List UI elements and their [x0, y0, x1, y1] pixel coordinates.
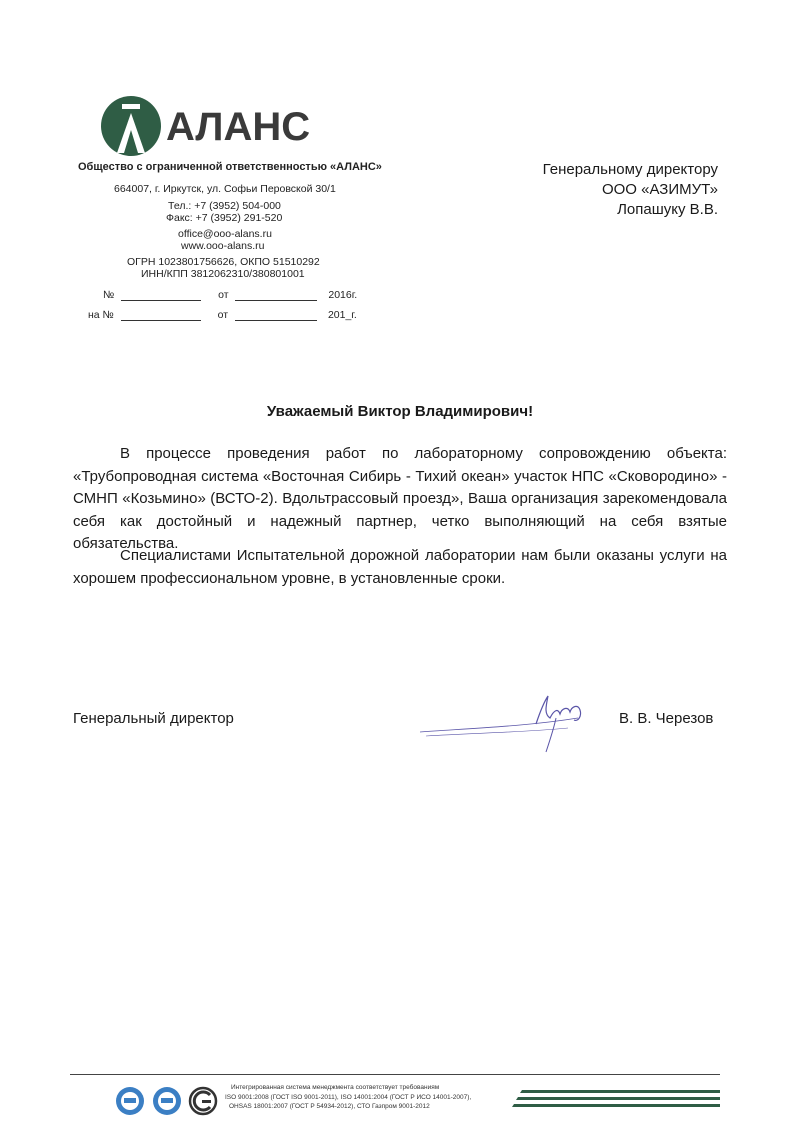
company-phone: Тел.: +7 (3952) 504-000	[168, 200, 281, 212]
company-name: Общество с ограниченной ответственностью «АЛАНС»	[78, 161, 382, 173]
ref-number-blank	[121, 310, 201, 321]
ref-number-label: №	[103, 289, 115, 301]
letter-greeting: Уважаемый Виктор Владимирович!	[266, 403, 534, 420]
footer-divider	[70, 1074, 720, 1075]
ref-date-label: от	[217, 309, 229, 321]
gazprom-certification-icon	[188, 1086, 218, 1116]
addressee-company: ООО «АЗИМУТ»	[601, 181, 718, 198]
footer-line-3: OHSAS 18001:2007 (ГОСТ Р 54934-2012), СТО Газпром 9001-2012	[229, 1103, 430, 1110]
company-fax: Факс: +7 (3952) 291-520	[166, 212, 283, 224]
footer-line-2: ISO 9001:2008 (ГОСТ ISO 9001-2011), ISO 14001:2004 (ГОСТ Р ИСО 14001-2007),	[225, 1093, 472, 1101]
footer-line-1: Интегрированная система менеджмента соответствует требованиям	[231, 1084, 440, 1091]
addressee-name: Лопашуку В.В.	[617, 201, 718, 218]
ref-date-blank	[235, 290, 317, 301]
letter-paragraph-2: Специалистами Испытательной дорожной лаборатории нам были оказаны услуги на хорошем профессиональном уровне, в установленные сроки.	[73, 547, 727, 587]
company-logo-icon	[100, 95, 162, 157]
company-email: office@ooo-alans.ru	[178, 228, 272, 240]
ref-date-label: от	[218, 289, 229, 301]
ref-number-blank	[121, 290, 201, 301]
company-logo-text: АЛАНС	[166, 105, 311, 149]
ref-year: 201_г.	[327, 309, 357, 321]
ref-number-label: на №	[88, 309, 114, 321]
certification-badge-icon	[152, 1086, 182, 1116]
signer-title: Генеральный директор	[73, 710, 234, 727]
footer-decorative-stripes	[508, 1088, 720, 1110]
company-website: www.ooo-alans.ru	[181, 240, 265, 252]
ref-date-blank	[235, 310, 317, 321]
signer-name: В. В. Черезов	[619, 710, 714, 727]
signature-image	[418, 688, 618, 758]
addressee-block	[543, 160, 718, 220]
ref-row-incoming	[88, 309, 357, 321]
letter-paragraph-1: В процессе проведения работ по лабораторному сопровождению объекта: «Трубопроводная система «Восточная Сибирь - Тихий океан» участок НПС «Сковородино» - СМНП «Козьмино» (ВСТО-2). Вдольтрассовый проезд», Ваша организация зарекомендовала себя как достойный и надежный партнер, четко выполняющий на себя взятые обязательства.	[73, 445, 727, 552]
addressee-position: Генеральному директору	[542, 161, 718, 178]
ref-row-outgoing	[103, 289, 357, 301]
footer-certification-text	[225, 1083, 515, 1112]
ref-year: 2016г.	[328, 289, 358, 301]
certification-badge-icon	[115, 1086, 145, 1116]
company-address: 664007, г. Иркутск, ул. Софьи Перовской 30/1	[114, 183, 336, 195]
company-inn-kpp: ИНН/КПП 3812062310/380801001	[141, 268, 305, 280]
company-ogrn-okpo: ОГРН 1023801756626, ОКПО 51510292	[127, 256, 320, 268]
